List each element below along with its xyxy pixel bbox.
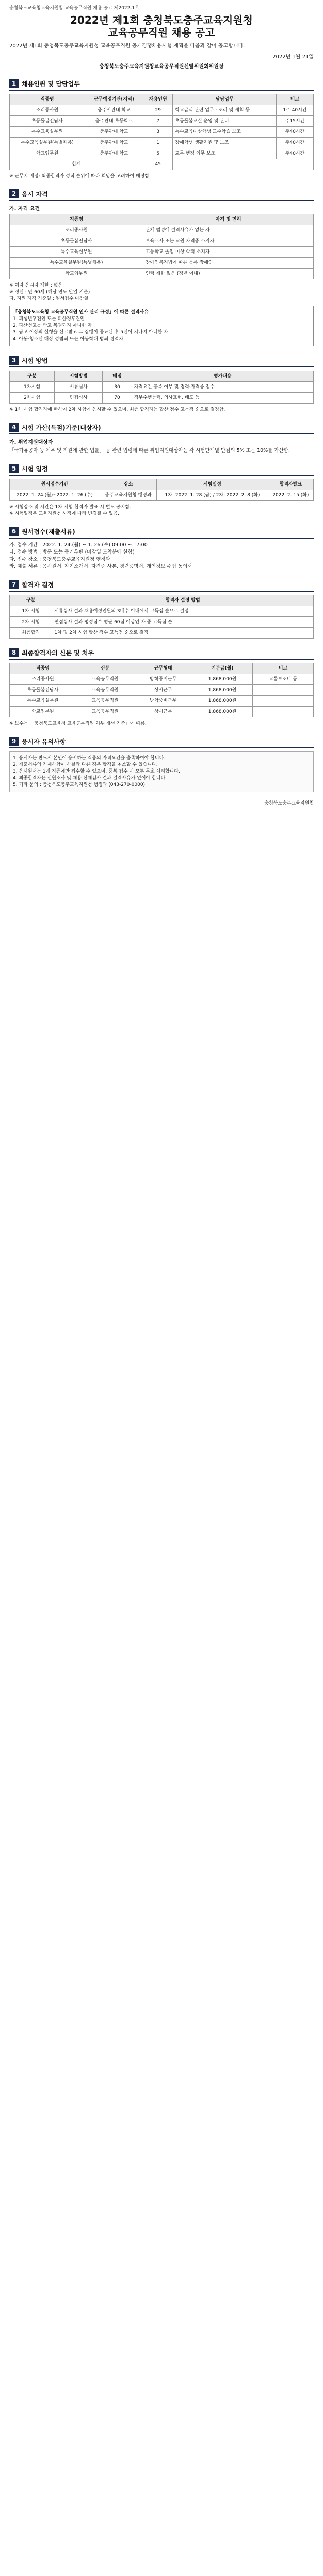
t5-cell: 2022. 2. 15.(화): [268, 490, 313, 501]
footer: 충청북도충주교육지원청: [264, 801, 314, 806]
section-2-title: 응시 자격: [22, 190, 48, 198]
t8-row: [10, 674, 314, 685]
t3-col-3: 배점: [103, 371, 132, 382]
t2-col-qual: 자격 및 면허: [143, 214, 314, 225]
t1-cell: 주40시간: [276, 148, 313, 159]
s3-note: ※ 1차 시험 합격자에 한하여 2차 시험에 응시할 수 있으며, 최종 합격자는 합산 점수 고득점 순으로 결정함.: [9, 407, 225, 412]
section-8-title: 최종합격자의 신분 및 처우: [22, 649, 94, 657]
t3-cell: 2차시험: [10, 393, 55, 404]
s2-note-3: 다. 지원 자격 기준일 : 원서접수 마감일: [9, 296, 89, 302]
section-1-note: ※ 근무지 배정: 최종합격자 성적 순위에 따라 희망을 고려하여 배정함.: [9, 174, 151, 179]
section-8-number: 8: [9, 648, 19, 657]
t1-cell: 특수교육실무원(특별채용): [10, 138, 85, 148]
organization-name: 충청북도충주교육지원청교육공무직원선발위원회위원장: [99, 64, 224, 70]
t1-total-empty: [173, 159, 314, 170]
t1-row: [10, 127, 314, 138]
t1-col-note: 비고: [276, 94, 313, 105]
t5-cell: 1차: 2022. 1. 28.(금) / 2차: 2022. 2. 8.(화): [157, 490, 268, 501]
t5-col-4: 합격자발표: [268, 479, 313, 490]
t8-cell: 1,868,000원: [192, 685, 253, 696]
section-7-number: 7: [9, 580, 19, 589]
t1-col-count: 채용인원: [143, 94, 173, 105]
section-1-title: 채용인원 및 담당업무: [22, 80, 80, 88]
t8-cell: 조리종사원: [10, 674, 76, 685]
t2-cell: 특수교육실무원(특별채용): [10, 258, 143, 269]
s9-notes: [9, 751, 314, 792]
t1-row: [10, 116, 314, 127]
t3-row: [10, 382, 314, 393]
t2-cell: 장애인복지법에 따른 등록 장애인: [143, 258, 314, 269]
s6-line-4: 라. 제출 서류 : 응시원서, 자기소개서, 자격증 사본, 경력증명서, 개인정보 수집 동의서: [9, 564, 192, 570]
t8-cell: 교육공무직원: [76, 707, 134, 717]
t3-cell: 자격요건 충족 여부 및 경력·자격증 점수: [132, 382, 313, 393]
t1-cell: 특수교육실무원: [10, 127, 85, 138]
section-2-header: [9, 189, 314, 201]
section-6-header: [9, 527, 314, 539]
t2-cell: 관계 법령에 결격사유가 없는 자: [143, 225, 314, 236]
section-3-title: 시험 방법: [22, 357, 48, 364]
t7-cell: 1차 시험: [10, 606, 52, 617]
s9-item: 5. 기타 문의 : 충청북도충주교육지원청 행정과 (043-270-0000): [13, 782, 146, 788]
table-status: [9, 663, 314, 717]
section-5-header: [9, 464, 314, 476]
t7-cell: 서류심사 결과 채용예정인원의 3배수 이내에서 고득점 순으로 결정: [52, 606, 314, 617]
title-line2: 교육공무직원 채용 공고: [108, 26, 215, 39]
t1-cell: 3: [143, 127, 173, 138]
t8-col-3: 근무형태: [134, 663, 192, 674]
t8-cell: [253, 696, 314, 707]
t8-row: [10, 685, 314, 696]
t8-cell: 교육공무직원: [76, 674, 134, 685]
t3-cell: 직무수행능력, 의사표현, 태도 등: [132, 393, 313, 404]
document-title: [9, 14, 314, 39]
section-4-title: 시험 가산(특점)기준(대상자): [22, 424, 101, 431]
section-3-number: 3: [9, 356, 19, 365]
section-2-number: 2: [9, 189, 19, 198]
s8-note: ※ 보수는 「충청북도교육청 교육공무직원 처우 개선 기준」에 따름.: [9, 721, 147, 726]
s2-sub: 가. 자격 요건: [9, 206, 40, 212]
t1-cell: 7: [143, 116, 173, 127]
box-line: 2. 파산선고를 받고 복권되지 아니한 자: [13, 323, 92, 328]
t2-cell: 초등돌봄전담사: [10, 236, 143, 247]
s5-note-2: ※ 시험일정은 교육지원청 사정에 따라 변경될 수 있음.: [9, 511, 120, 516]
t8-cell: 교육공무직원: [76, 685, 134, 696]
box-line: 3. 금고 이상의 실형을 선고받고 그 집행이 종료된 후 5년이 지나지 아니한 자: [13, 330, 168, 335]
table-recruitment: [9, 94, 314, 170]
t8-cell: 방학중비근무: [134, 674, 192, 685]
t8-cell: 1,868,000원: [192, 707, 253, 717]
t8-cell: 교육공무직원: [76, 696, 134, 707]
t7-row: [10, 606, 314, 617]
t7-row: [10, 628, 314, 639]
section-5-title: 시험 일정: [22, 465, 48, 473]
s9-item: 1. 응시자는 반드시 본인이 응시하는 직종의 자격요건을 충족하여야 합니다.: [13, 756, 166, 761]
intro-paragraph: 2022년 제1회 충청북도충주교육지원청 교육공무직원 공개경쟁채용시험 계획을 다음과 같이 공고합니다.: [9, 43, 245, 49]
t2-cell: 고등학교 졸업 이상 학력 소지자: [143, 247, 314, 258]
t8-col-2: 신분: [76, 663, 134, 674]
t8-row: [10, 707, 314, 717]
t8-col-5: 비고: [253, 663, 314, 674]
t8-cell: [253, 707, 314, 717]
section-6-number: 6: [9, 527, 19, 536]
t2-row: [10, 247, 314, 258]
table-exam-method: [9, 371, 314, 404]
t1-cell: 주15시간: [276, 116, 313, 127]
t7-cell: 면접심사 결과 평정점수 평균 60점 이상인 자 중 고득점 순: [52, 617, 314, 628]
t8-cell: 1,868,000원: [192, 674, 253, 685]
box-line: 「충청북도교육청 교육공무직원 인사 관리 규정」에 따른 결격사유: [13, 310, 149, 315]
section-9-header: [9, 737, 314, 748]
s2-note-1: ※ 여자 응시자 제한 : 없음: [9, 283, 63, 288]
t1-total-value: 45: [143, 159, 173, 170]
t1-row: [10, 105, 314, 116]
t1-total-label: 합계: [10, 159, 143, 170]
t8-cell: 방학중비근무: [134, 696, 192, 707]
t7-cell: 1차 및 2차 시험 합산 점수 고득점 순으로 결정: [52, 628, 314, 639]
s9-item: 3. 응시원서는 1개 직종에만 접수할 수 있으며, 중복 접수 시 모두 무효 처리합니다.: [13, 769, 180, 774]
s2-note-2: ※ 정년 : 만 60세 (해당 연도 말일 기준): [9, 290, 90, 295]
t1-cell: 충주관내 초등학교: [85, 116, 143, 127]
section-5-number: 5: [9, 464, 19, 473]
t7-row: [10, 617, 314, 628]
t1-cell: 조리종사원: [10, 105, 85, 116]
t1-col-location: 근무예정기관(지역): [85, 94, 143, 105]
s9-item: 2. 제출서류의 기재사항이 사실과 다른 경우 합격을 취소할 수 있습니다.: [13, 762, 158, 767]
title-line1: 2022년 제1회 충청북도충주교육지원청: [70, 14, 253, 26]
t8-cell: [253, 685, 314, 696]
t1-cell: 29: [143, 105, 173, 116]
t7-cell: 2차 시험: [10, 617, 52, 628]
section-7-header: [9, 580, 314, 592]
t2-cell: 학교업무원: [10, 269, 143, 279]
t3-cell: 1차시험: [10, 382, 55, 393]
t7-col-1: 구분: [10, 595, 52, 606]
s9-item: 4. 최종합격자는 신원조사 및 채용 신체검사 결과 결격사유가 없어야 합니다.: [13, 776, 167, 781]
t1-cell: 초등돌봄전담사: [10, 116, 85, 127]
t1-cell: 충주시관내 학교: [85, 105, 143, 116]
t5-col-2: 장소: [100, 479, 157, 490]
announcement-date: 2022년 1월 21일: [272, 54, 314, 60]
t5-row: [10, 490, 314, 501]
t3-col-1: 구분: [10, 371, 55, 382]
t8-row: [10, 696, 314, 707]
t1-row: [10, 138, 314, 148]
t1-cell: 장애학생 생활지원 및 보조: [173, 138, 277, 148]
section-9-title: 응시자 유의사항: [22, 738, 66, 745]
t1-cell: 주40시간: [276, 127, 313, 138]
t8-cell: 초등돌봄전담사: [10, 685, 76, 696]
t2-row: [10, 269, 314, 279]
t3-cell: 70: [103, 393, 132, 404]
section-4-header: [9, 423, 314, 434]
t2-row: [10, 258, 314, 269]
section-9-number: 9: [9, 737, 19, 746]
t2-cell: 보육교사 또는 교원 자격증 소지자: [143, 236, 314, 247]
t2-col-job: 직종명: [10, 214, 143, 225]
t2-cell: 조리종사원: [10, 225, 143, 236]
t8-cell: 교통보조비 등: [253, 674, 314, 685]
t8-col-4: 기본급(월): [192, 663, 253, 674]
document-header-note: 충청북도교육청교육지원청 교육공무직원 채용 공고 제2022-1호: [9, 6, 139, 11]
table-qualification: [9, 214, 314, 279]
t5-cell: 충주교육지원청 행정과: [100, 490, 157, 501]
t8-cell: 특수교육실무원: [10, 696, 76, 707]
section-7-title: 합격자 결정: [22, 581, 54, 589]
s6-line-1: 가. 접수 기간 : 2022. 1. 24.(월) ~ 1. 26.(수) 09:00 ~ 17:00: [9, 542, 148, 548]
t1-cell: 1: [143, 138, 173, 148]
box-line: 1. 피성년후견인 또는 피한정후견인: [13, 316, 85, 322]
t5-cell: 2022. 1. 24.(월)~2022. 1. 26.(수): [10, 490, 100, 501]
section-1-number: 1: [9, 79, 19, 88]
t2-row: [10, 225, 314, 236]
t1-cell: 5: [143, 148, 173, 159]
t2-row: [10, 236, 314, 247]
t1-col-duty: 담당업무: [173, 94, 277, 105]
t7-col-2: 합격자 결정 방법: [52, 595, 314, 606]
t7-cell: 최종합격: [10, 628, 52, 639]
t1-cell: 충주관내 학교: [85, 127, 143, 138]
t1-cell: 학교급식 관련 업무 · 조리 및 세척 등: [173, 105, 277, 116]
table-pass-decision: [9, 595, 314, 639]
t8-cell: 학교업무원: [10, 707, 76, 717]
t1-cell: 충주관내 학교: [85, 138, 143, 148]
section-8-header: [9, 648, 314, 660]
t3-row: [10, 393, 314, 404]
t8-cell: 1,868,000원: [192, 696, 253, 707]
t5-col-3: 시험일정: [157, 479, 268, 490]
section-1-header: [9, 79, 314, 91]
t3-cell: 30: [103, 382, 132, 393]
table-schedule: [9, 479, 314, 501]
t1-cell: 주40시간: [276, 138, 313, 148]
t8-cell: 상시근무: [134, 707, 192, 717]
disqualification-box: [9, 306, 314, 346]
t1-cell: 초등돌봄교실 운영 및 관리: [173, 116, 277, 127]
t3-col-2: 시험방법: [55, 371, 103, 382]
t2-cell: 특수교육실무원: [10, 247, 143, 258]
s6-line-3: 다. 접수 장소 : 충청북도충주교육지원청 행정과: [9, 557, 110, 562]
t2-cell: 연령 제한 없음 (정년 이내): [143, 269, 314, 279]
t1-row: [10, 148, 314, 159]
t1-total-row: [10, 159, 314, 170]
t1-cell: 충주관내 학교: [85, 148, 143, 159]
t1-cell: 1주 40시간: [276, 105, 313, 116]
t8-col-1: 직종명: [10, 663, 76, 674]
s4-text: 「국가유공자 등 예우 및 지원에 관한 법률」 등 관련 법령에 따른 취업지원대상자는 각 시험단계별 만점의 5% 또는 10%를 가산함.: [9, 448, 290, 454]
s5-note-1: ※ 시험장소 및 시간은 1차 시험 합격자 발표 시 별도 공지함.: [9, 505, 132, 510]
s6-line-2: 나. 접수 방법 : 방문 또는 등기우편 (마감일 도착분에 한함): [9, 549, 135, 555]
box-line: 4. 아동·청소년 대상 성범죄 또는 아동학대 범죄 경력자: [13, 337, 124, 342]
t3-cell: 면접심사: [55, 393, 103, 404]
t8-cell: 상시근무: [134, 685, 192, 696]
t1-col-job: 직종명: [10, 94, 85, 105]
section-4-number: 4: [9, 423, 19, 432]
t5-col-1: 원서접수기간: [10, 479, 100, 490]
t1-cell: 특수교육대상학생 교수학습 보조: [173, 127, 277, 138]
s4-sub: 가. 취업지원대상자: [9, 440, 53, 445]
section-6-title: 원서접수(제출서류): [22, 528, 75, 536]
t1-cell: 교무·행정 업무 보조: [173, 148, 277, 159]
t1-cell: 학교업무원: [10, 148, 85, 159]
section-3-header: [9, 356, 314, 367]
t3-col-4: 평가내용: [132, 371, 313, 382]
t3-cell: 서류심사: [55, 382, 103, 393]
